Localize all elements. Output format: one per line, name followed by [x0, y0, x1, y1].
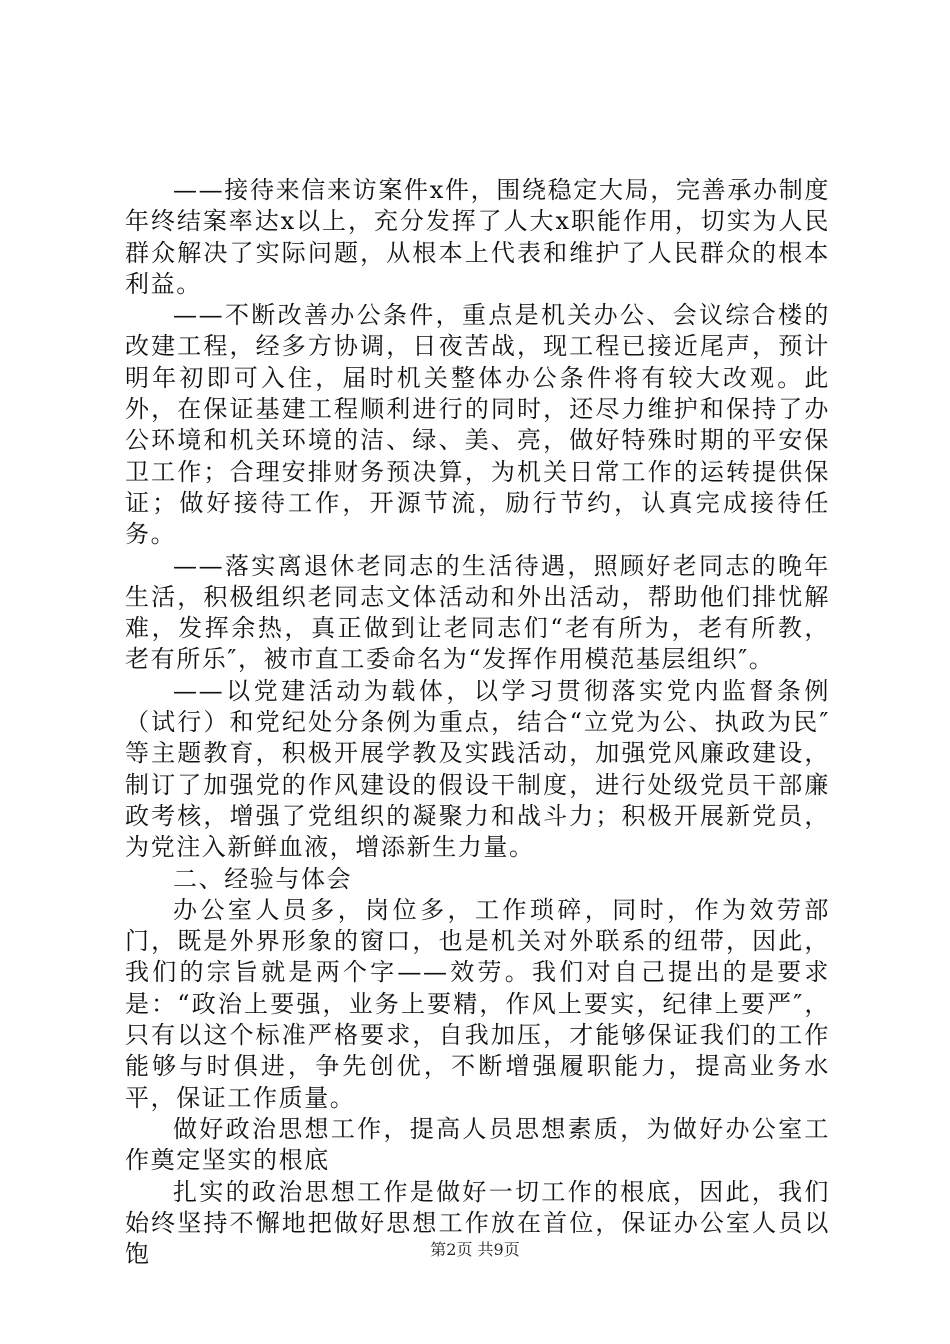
section-heading-experience: 二、经验与体会 — [173, 864, 353, 893]
paragraph-party-building: ——以党建活动为载体，以学习贯彻落实党内监督条例（试行）和党纪处分条例为重点，结合“立党为公、执政为民″等主题教育，积极开展学教及实践活动，加强党风廉政建设，制订了加强党的作风建设的假设干制度，进行处级党员干部廉政考核，增强了党组织的凝聚力和战斗力；积极开展新党员，为党注入新鲜血液，增添新生力量。 — [125, 676, 830, 862]
page-footer: 第2页 共9页 — [430, 1240, 520, 1259]
paragraph-political-work-heading: 做好政治思想工作，提高人员思想素质，为做好办公室工作奠定坚实的根底 — [125, 1114, 830, 1175]
paragraph-letters-visits: ——接待来信来访案件x件，围绕稳定大局，完善承办制度年终结案率达x以上，充分发挥了人大x职能作用，切实为人民群众解决了实际问题，从根本上代表和维护了人民群众的根本利益。 — [125, 176, 830, 298]
paragraph-office-service: 办公室人员多，岗位多，工作琐碎，同时，作为效劳部门，既是外界形象的窗口，也是机关对外联系的纽带，因此，我们的宗旨就是两个字——效劳。我们对自己提出的是要求是：“政治上要强，业务上要精，作风上要实，纪律上要严″，只有以这个标准严格要求，自我加压，才能够保证我们的工作能够与时俱进，争先创优，不断增强履职能力，提高业务水平，保证工作质量。 — [125, 895, 830, 1112]
document-body — [125, 175, 830, 1270]
paragraph-political-work: 扎实的政治思想工作是做好一切工作的根底，因此，我们始终坚持不懈地把做好思想工作放在首位，保证办公室人员以饱 — [125, 1177, 830, 1269]
paragraph-retired-cadres: ——落实离退休老同志的生活待遇，照顾好老同志的晚年生活，积极组织老同志文体活动和外出活动，帮助他们排忧解难，发挥余热，真正做到让老同志们“老有所为，老有所教，老有所乐″，被市直工委命名为“发挥作用模范基层组织″。 — [125, 551, 830, 674]
paragraph-office-conditions: ——不断改善办公条件，重点是机关办公、会议综合楼的改建工程，经多方协调，日夜苦战，现工程已接近尾声，预计明年初即可入住，届时机关整体办公条件将有较大改观。此外，在保证基建工程顺利进行的同时，还尽力维护和保持了办公环境和机关环境的洁、绿、美、亮，做好特殊时期的平安保卫工作；合理安排财务预决算，为机关日常工作的运转提供保证；做好接待工作，开源节流，励行节约，认真完成接待任务。 — [125, 301, 830, 549]
